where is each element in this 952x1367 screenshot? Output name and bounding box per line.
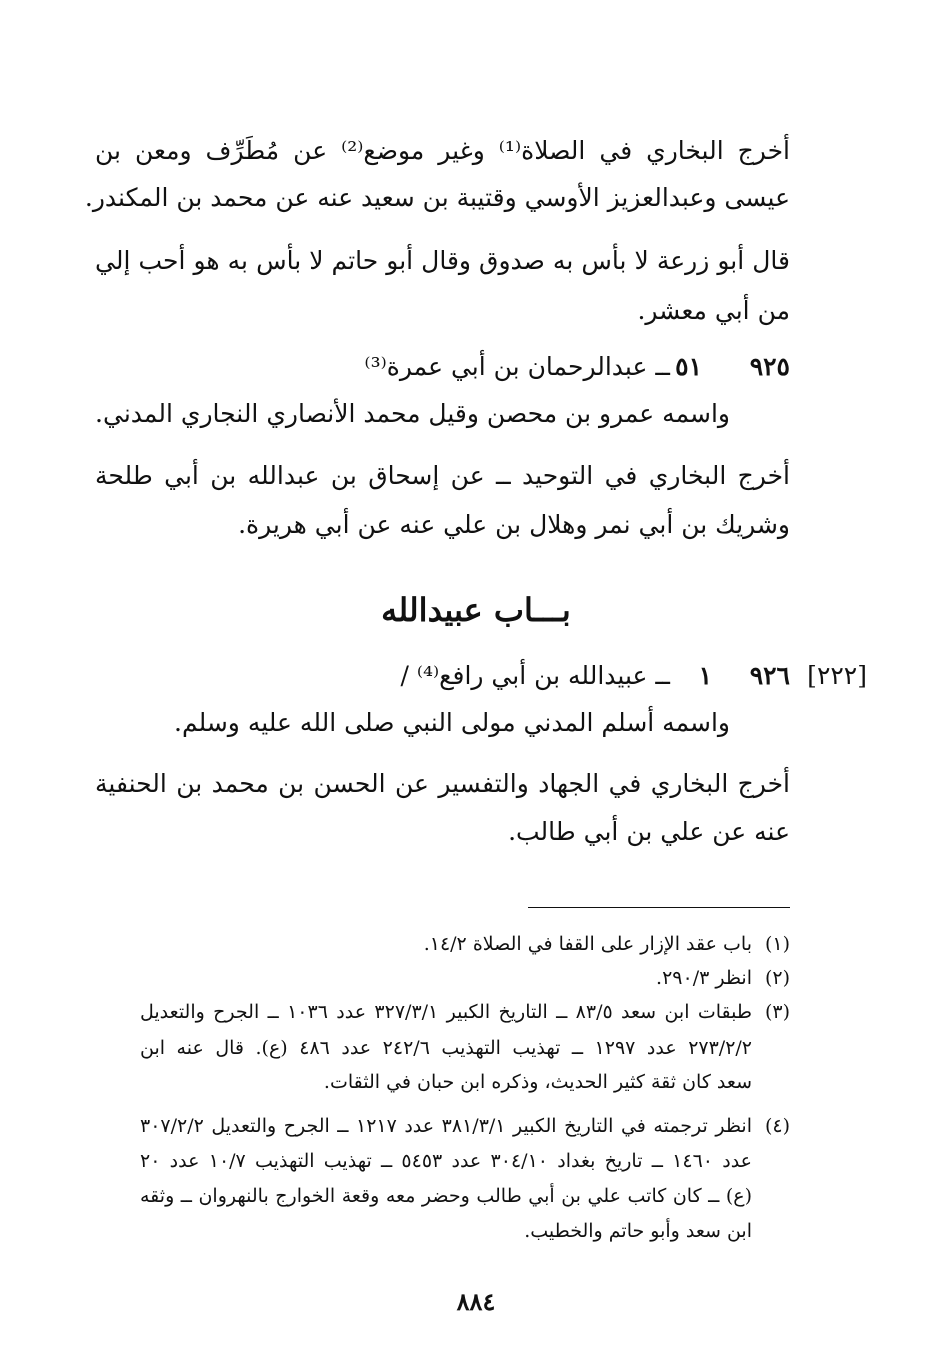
entry-name: ــ عبيدالله بن أبي رافع⁽⁴⁾ / [400, 661, 670, 690]
text-line: واسمه أسلم المدني مولى النبي صلى الله عليه وسلم. [174, 708, 730, 737]
footnote-text: عدد ١٤٦٠ ــ تاريخ بغداد ٣٠٤/١٠ عدد ٥٤٥٣ ــ تهذيب التهذيب ١٠/٧ عدد ٢٠ [140, 1150, 753, 1172]
footnote-separator [528, 907, 790, 908]
entry-sequence: ١ [698, 661, 712, 690]
text-line: أخرج البخاري في التوحيد ــ عن إسحاق بن عبدالله بن أبي طلحة [95, 461, 790, 490]
footnote-number: (٤) [764, 1115, 790, 1137]
section-heading: بـــاب عبيدالله [381, 591, 571, 629]
text-line: عيسى وعبدالعزيز الأوسي وقتيبة بن سعيد عنه عن محمد بن المكندر. [84, 183, 790, 212]
text-line: واسمه عمرو بن محصن وقيل محمد الأنصاري النجاري المدني. [95, 399, 730, 428]
footnote-text: طبقات ابن سعد ٨٣/٥ ــ التاريخ الكبير ٣٢٧/٣/١ عدد ١٠٣٦ ــ الجرح والتعديل [140, 1001, 752, 1023]
text-line: من أبي معشر. [637, 296, 790, 325]
entry-number: ٩٢٦ [749, 661, 790, 690]
footnote-text: انظر ٢٩٠/٣. [656, 967, 752, 989]
entry-name: ــ عبدالرحمان بن أبي عمرة⁽³⁾ [364, 352, 670, 381]
text-line: عنه عن علي بن أبي طالب. [508, 817, 790, 846]
text-line: وشريك بن أبي نمر وهلال بن علي عنه عن أبي هريرة. [238, 510, 790, 539]
entry-number: ٩٢٥ [749, 352, 790, 381]
footnote-number: (٢) [764, 967, 790, 989]
text-line: أخرج البخاري في الجهاد والتفسير عن الحسن بن محمد بن الحنفية [95, 769, 790, 798]
footnote-text: انظر ترجمته في التاريخ الكبير ٣٨١/٣/١ عدد ١٢١٧ ــ الجرح والتعديل ٣٠٧/٢/٢ [140, 1115, 752, 1137]
footnote-text: باب عقد الإزار على القفا في الصلاة ١٤/٢. [423, 933, 752, 955]
text-line: أخرج البخاري في الصلاة⁽¹⁾ وغير موضع⁽²⁾ عن مُطَرِّف ومعن بن [95, 136, 790, 165]
page-number: ٨٨٤ [456, 1287, 496, 1316]
entry-sequence: ٥١ [675, 352, 702, 381]
footnote-number: (٣) [764, 1001, 790, 1023]
footnote-text: ابن سعد وأبو حاتم والخطيب. [524, 1220, 752, 1242]
footnote-text: (ع) ــ كان كاتب علي بن أبي طالب وحضر معه وقعة الخوارج بالنهروان ــ وثقه [140, 1185, 752, 1207]
text-line: قال أبو زرعة لا بأس به صدوق وقال أبو حاتم لا بأس به هو أحب إلي [95, 246, 790, 275]
volume-marker: [٢٢٢] [807, 661, 867, 690]
footnote-text: ٢٧٣/٢/٢ عدد ١٢٩٧ ــ تهذيب التهذيب ٢٤٢/٦ عدد ٤٨٦ (ع). قال عنه ابن [140, 1037, 753, 1059]
footnote-number: (١) [764, 933, 790, 955]
footnote-text: سعد كان ثقة كثير الحديث، وذكره ابن حبان في الثقات. [323, 1071, 752, 1093]
